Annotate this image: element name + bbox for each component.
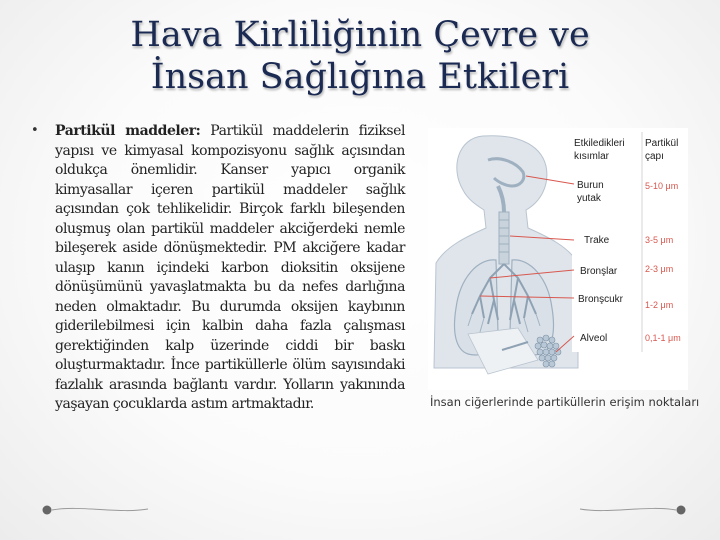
slide-title [60, 14, 660, 98]
lung-particle-figure [428, 128, 688, 390]
row-size-bronchioles: 1-2 μm [645, 300, 674, 310]
bullet-text: Partikül maddelerin fiziksel yapısı ve kimyasal kompozisyonu sağlık açısından oldukça önemlidir. Kanser yapıcı organik kimyasallar içeren partikül maddeler sağlık açısından çok tehlikelidir. Birçok farklı bileşenden oluşmuş olan partikül maddeler akciğerdeki nemle bileşerek aside dönüşmektedir. PM akciğere kadar ulaşıp kanın içindeki karbon dioksitin oksijene dönüşümünü yavaşlatmakta bu da nefes darlığına neden olmaktadır. Bu durumda oksijen kaybının giderilebilmesi için kalbin daha fazla çalışması gerektiğinden kalp üzerinde ciddi bir baskı oluşturmaktadır. İnce partiküllerle ölüm sayısındaki fazlalık arasında bağlantı vardır. Yolların yakınında yaşayan çocuklarda astım artmaktadır. [55, 123, 405, 412]
row-label-nose-1: Burun [577, 180, 604, 191]
row-label-trachea: Trake [584, 235, 610, 246]
row-label-bronchioles: Bronşcukr [578, 294, 624, 305]
row-size-trachea: 3-5 μm [645, 235, 674, 245]
row-size-bronchi: 2-3 μm [645, 264, 674, 274]
header-right-line-2: çapı [645, 151, 664, 162]
figure-caption: İnsan ciğerlerinde partiküllerin erişim noktaları [430, 395, 700, 409]
bullet-dot-icon: • [31, 123, 39, 138]
slide-title-line-2: İnsan Sağlığına Etkileri [150, 57, 570, 97]
slide-title-line-1: Hava Kirliliğinin Çevre ve [130, 15, 590, 55]
right-ornament-icon [578, 503, 688, 517]
row-label-alveoli: Alveol [580, 333, 608, 344]
row-size-nose: 5-10 μm [645, 181, 679, 191]
trachea-illustration [499, 212, 509, 264]
header-left-line-2: kısımlar [574, 151, 609, 162]
header-left-line-1: Etkiledikleri [574, 138, 625, 149]
row-size-alveoli: 0,1-1 μm [645, 333, 681, 343]
bullet-lead: Partikül maddeler: [55, 123, 201, 139]
lung-diagram [428, 128, 688, 390]
header-right-line-1: Partikül [645, 138, 679, 149]
row-label-bronchi: Bronşlar [580, 266, 618, 277]
bullet-paragraph [55, 122, 405, 415]
left-ornament-icon [40, 503, 150, 517]
row-label-nose-2: yutak [577, 193, 601, 204]
